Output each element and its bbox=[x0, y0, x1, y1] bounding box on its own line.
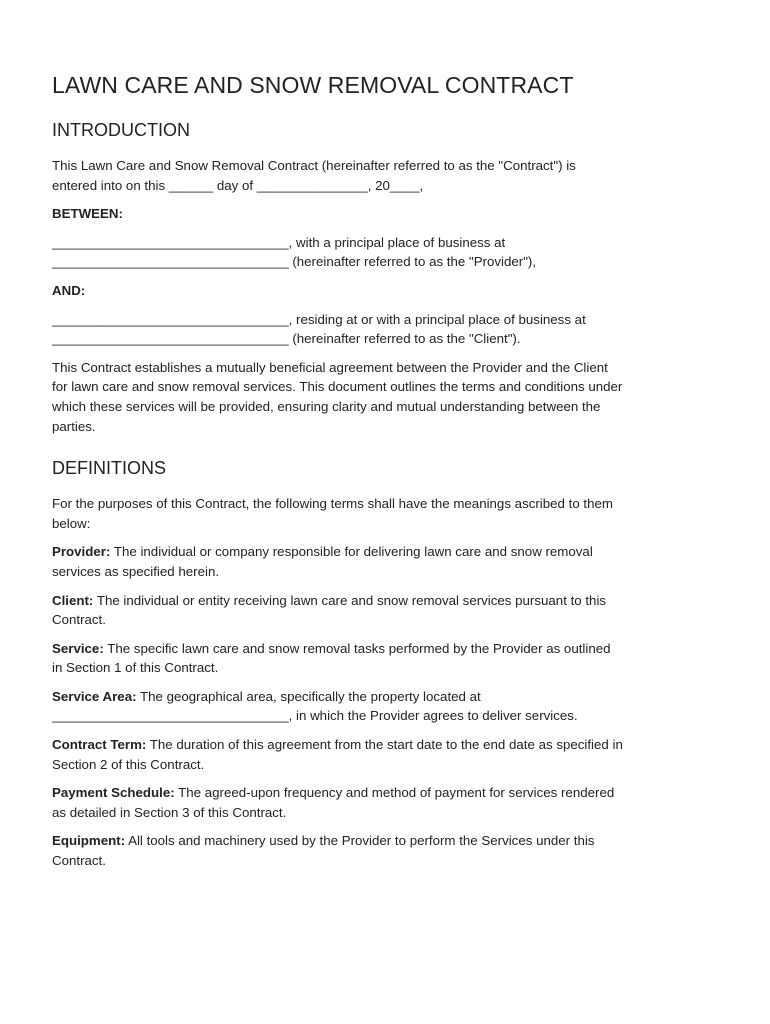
intro-paragraph: This Lawn Care and Snow Removal Contract (hereinafter referred to as the "Contract") is entered into on this ______ day of _______________, 20____, bbox=[52, 158, 576, 193]
client-party-block: ________________________________, residing at or with a principal place of business at ________________________________ (hereinafter referred to as the "Client"). bbox=[52, 311, 586, 347]
definition-client: Client: The individual or entity receiving lawn care and snow removal services pursuant to this Contract. bbox=[52, 592, 607, 628]
definition-contract-term: Contract Term: The duration of this agreement from the start date to the end date as specified in Section 2 of this Contract. bbox=[52, 737, 623, 772]
purpose-paragraph: This Contract establishes a mutually beneficial agreement between the Provider and the Client for lawn care and snow removal services. This document outlines the terms and conditions under which these services will be provided, ensuring clarity and mutual understanding between the parties. bbox=[52, 359, 623, 434]
definition-term: Client: bbox=[52, 592, 94, 608]
definition-provider: Provider: The individual or company responsible for delivering lawn care and snow removal services as specified herein. bbox=[52, 544, 593, 579]
definition-term: Provider: bbox=[52, 544, 111, 560]
definitions-heading: DEFINITIONS bbox=[52, 458, 167, 479]
between-label: BETWEEN: bbox=[52, 206, 123, 222]
provider-party-block: ________________________________, with a principal place of business at ________________________________ (hereinafter referred to as the "Provider"), bbox=[52, 234, 537, 270]
definition-term: Service: bbox=[52, 640, 104, 656]
definition-equipment: Equipment: All tools and machinery used by the Provider to perform the Services under this Contract. bbox=[52, 833, 595, 869]
definition-term: Service Area: bbox=[52, 688, 137, 704]
and-label: AND: bbox=[52, 282, 86, 298]
definition-service-area: Service Area: The geographical area, specifically the property located at ________________________________, in which the Provider agrees to deliver services. bbox=[52, 688, 578, 724]
definition-payment-schedule: Payment Schedule: The agreed-upon frequency and method of payment for services rendered as detailed in Section 3 of this Contract. bbox=[52, 785, 615, 820]
definition-term: Payment Schedule: bbox=[52, 785, 175, 801]
definitions-intro: For the purposes of this Contract, the following terms shall have the meanings ascribed to them below: bbox=[52, 496, 613, 531]
definition-term: Equipment: bbox=[52, 833, 126, 849]
definition-term: Contract Term: bbox=[52, 737, 147, 753]
definition-service: Service: The specific lawn care and snow removal tasks performed by the Provider as outlined in Section 1 of this Contract. bbox=[52, 640, 611, 676]
document-title: LAWN CARE AND SNOW REMOVAL CONTRACT bbox=[52, 72, 574, 98]
introduction-heading: INTRODUCTION bbox=[52, 120, 190, 140]
